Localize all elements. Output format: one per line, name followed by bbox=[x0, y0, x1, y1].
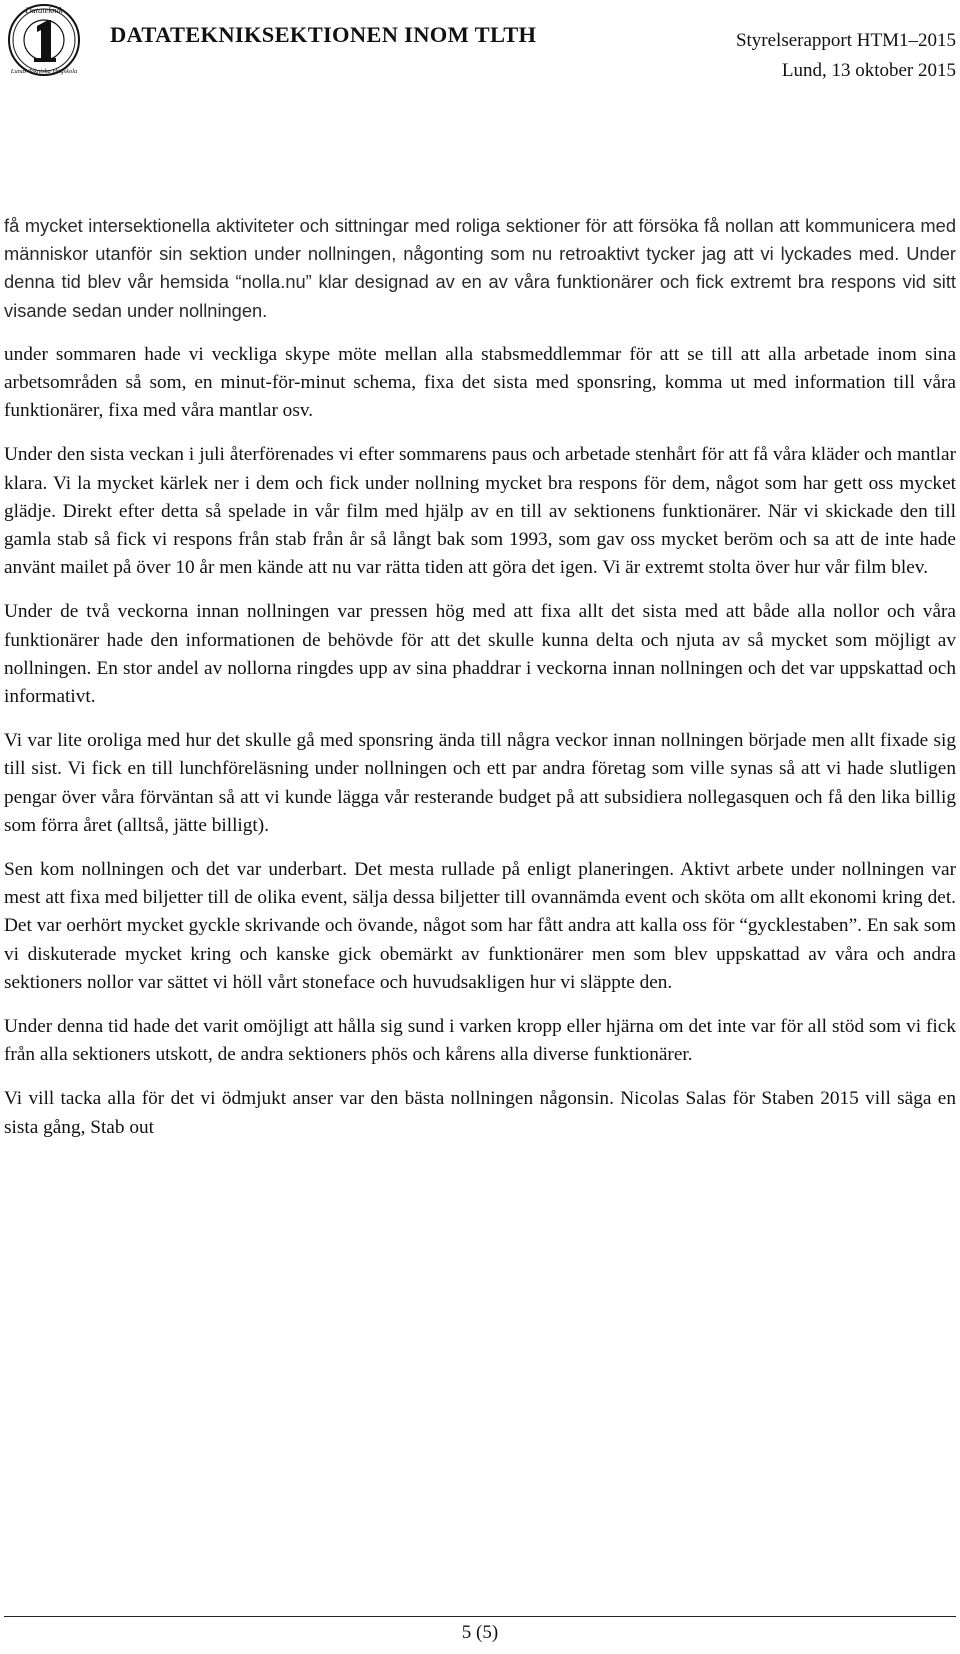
paragraph-pre-nollning: Under de två veckorna innan nollningen var pressen hög med att fixa allt det sista med att både alla nollor och våra funktionärer hade den informationen de behövde för att det skulle kunna delta och njuta av så mycket som möjligt av nollningen. En stor andel av nollorna ringdes upp av sina phaddrar i veckorna innan nollningen och det var uppskattad och informativt. bbox=[4, 601, 956, 708]
paragraph-support: Under denna tid hade det varit omöjligt att hålla sig sund i varken kropp eller hjärna om det inte var för all stöd som vi fick från alla sektioners utskott, de andra sektioners phös och kårens alla diverse funktionärer. bbox=[4, 1016, 956, 1066]
page-header bbox=[0, 0, 960, 90]
report-body bbox=[4, 212, 956, 1158]
paragraph-continuation: få mycket intersektionella aktiviteter och sittningar med roliga sektioner för att försöka få nollan att kommunicera med människor utanför sin sektion under nollningen, någonting som nu retroaktivt tycker jag att vi lyckades med. Under denna tid blev vår hemsida “nolla.nu” klar designad av en av våra funktionärer och fick extremt bra respons vid sitt visande sedan under nollningen. bbox=[4, 215, 956, 321]
logo-bottom-text: Lunds Tekniska Högskola bbox=[10, 68, 78, 75]
page-number: 5 (5) bbox=[461, 1622, 499, 1643]
section-logo bbox=[4, 2, 96, 78]
paragraph-summer-meetings: under sommaren hade vi veckliga skype möte mellan alla stabsmeddlemmar för att se till att alla arbetade inom sina arbetsområden så som, en minut-för-minut schema, fixa det sista med sponsring, komma ut med information till våra funktionärer, fixa med våra mantlar osv. bbox=[4, 343, 956, 422]
paragraph-sponsorship: Vi var lite oroliga med hur det skulle gå med sponsring ända till några veckor innan nollningen började men allt fixade sig till sist. Vi fick en till lunchföreläsning under nollningen och ett par andra företag som ville synas så att vi hade slutligen pengar över våra förväntan så att vi kunde lägga vår resterande budget på att subsidiera nollegasquen och få den lika billig som förra året (alltså, jätte billigt). bbox=[4, 730, 956, 836]
document-meta bbox=[736, 26, 956, 86]
paragraph-nollning: Sen kom nollningen och det var underbart. Det mesta rullade på enligt planeringen. Aktivt arbete under nollningen var mest att fixa med biljetter till de olika event, sälja dessa biljetter till ovannämda event och sköta om allt ekonomi kring det. Det var oerhört mycket gyckle skrivande och övande, något som har fått andra att kalla oss för “gycklestaben”. En sak som vi diskuterade mycket kring och kanske gick obemärkt av funktionärer men som blev uppskattad av våra och andra sektioners nollor var sättet vi höll vårt stoneface och huvudsakligen hur vi släppte den. bbox=[4, 859, 956, 993]
paragraph-thanks: Vi vill tacka alla för det vi ödmjukt anser var den bästa nollningen någonsin. Nicolas Salas för Staben 2015 vill säga en sista gång, Stab out bbox=[4, 1088, 956, 1138]
footer-divider bbox=[4, 1616, 956, 1617]
organization-name: DATATEKNIKSEKTIONEN INOM TLTH bbox=[110, 22, 537, 47]
paragraph-clothes-and-film: Under den sista veckan i juli återförenades vi efter sommarens paus och arbetade stenhårt för att få våra kläder och mantlar klara. Vi la mycket kärlek ner i dem och fick under nollning mycket bra respons för dem, något som har gett oss mycket glädje. Direkt efter detta så spelade in vår film med hjälp av en till av sektionens funktionärer. När vi skickade den till gamla stab så fick vi respons från stab från år så långt bak som 1993, som gav oss mycket beröm och sa att de inte hade använt mailet på över 10 år men kände att nu var rätta tiden att göra det igen. Vi är extremt stolta över hur vår film blev. bbox=[4, 444, 956, 579]
document-date: Lund, 13 oktober 2015 bbox=[781, 60, 956, 81]
document-title: Styrelserapport HTM1–2015 bbox=[735, 30, 956, 51]
logo-top-text: Datateknik bbox=[25, 5, 63, 15]
